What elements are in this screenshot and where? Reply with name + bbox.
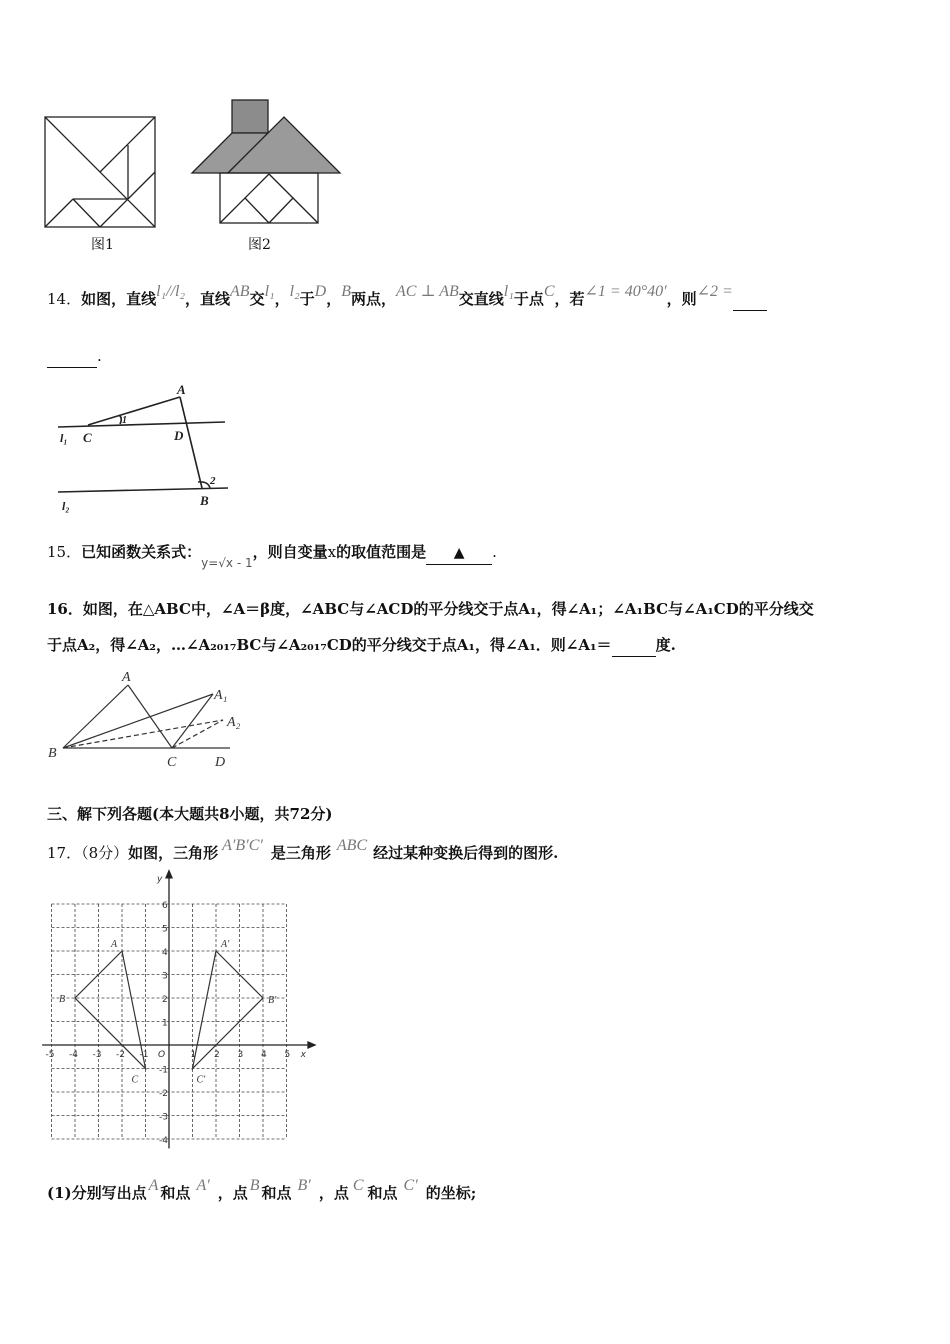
q17-sub1-math-c-prime: C′ xyxy=(403,1177,418,1194)
x-tick-label: -5 xyxy=(45,1050,55,1060)
q14-text: 于 xyxy=(299,290,315,308)
q17-math-abc: ABC xyxy=(336,837,368,854)
x-axis-arrow-icon xyxy=(308,1042,315,1048)
q14-text: ， xyxy=(326,290,342,308)
q17-text: 是三角形 xyxy=(270,844,331,862)
q14-math-perp: AC ⊥ AB xyxy=(396,283,459,300)
y-tick-label: 6 xyxy=(162,901,168,911)
q16-label-c: C xyxy=(167,755,177,770)
q15-var-x: x xyxy=(327,543,337,561)
q15-text: 已知函数关系式： xyxy=(81,543,202,561)
question-14 xyxy=(47,283,767,311)
y-tick-label: -4 xyxy=(159,1136,168,1146)
q14-label-a: A xyxy=(177,382,186,397)
q14-label-l2: l₂ xyxy=(62,499,70,513)
question-17 xyxy=(47,837,559,865)
q14-math-b: B xyxy=(341,283,352,300)
x-tick-label: 1 xyxy=(190,1050,197,1060)
section-3-title: 三、解下列各题(本大题共8小题，共72分) xyxy=(47,805,333,823)
q16-unit: 度. xyxy=(655,636,676,654)
q15-formula: y=√x - 1 xyxy=(201,556,253,570)
q16-figure xyxy=(45,668,260,770)
q17-sub1-text: (1)分别写出点 xyxy=(47,1184,147,1202)
fig1-caption: 图1 xyxy=(91,237,114,253)
y-axis-label: y xyxy=(157,874,163,885)
y-tick-label: 4 xyxy=(162,948,168,958)
q14-math-l1b: l₁ xyxy=(503,283,514,300)
x-axis-label: x xyxy=(300,1050,306,1060)
x-tick-label: -3 xyxy=(92,1050,102,1060)
q14-label-l1: l₁ xyxy=(60,431,68,445)
q17-coordinate-grid xyxy=(40,874,320,1155)
q16-line2 xyxy=(47,634,676,657)
question-15 xyxy=(47,541,497,570)
q17-sub1-text: 的坐标; xyxy=(425,1184,477,1202)
q14-text: 交 xyxy=(249,290,265,308)
q14-answer-blank-cont xyxy=(47,345,97,368)
q14-blank-line2 xyxy=(47,345,102,368)
x-tick-label: 5 xyxy=(284,1050,291,1060)
q17-number: 17． xyxy=(47,844,82,862)
q17-math-abc-prime: A′B′C′ xyxy=(222,837,263,854)
q14-figure xyxy=(50,380,240,515)
q17-sub1-math-b: B xyxy=(249,1177,260,1194)
q15-answer-blank xyxy=(426,541,492,565)
q14-math-angle2: ∠2 = xyxy=(696,283,733,300)
fig2-caption: 图2 xyxy=(248,237,271,253)
y-tick-label: 1 xyxy=(162,1018,168,1029)
y-axis-arrow-icon xyxy=(166,871,172,878)
q17-sub1-math-a-prime: A′ xyxy=(196,1177,210,1194)
q15-text: 的取值范围是 xyxy=(336,543,427,561)
y-tick-label: 5 xyxy=(162,924,168,935)
q17-sub1-text: ，点 xyxy=(318,1184,349,1202)
q17-text: 如图，三角形 xyxy=(128,844,219,862)
q17-sub1-math-a: A xyxy=(148,1177,159,1194)
point-label-a: A xyxy=(111,939,118,950)
tangram-figures xyxy=(40,95,350,265)
q14-label-b: B xyxy=(200,493,209,508)
y-tick-label: 2 xyxy=(162,995,168,1005)
q14-math-c: C xyxy=(543,283,555,300)
q14-text: ，直线 xyxy=(185,290,231,308)
q14-text: 两点， xyxy=(351,290,397,308)
y-tick-label: -1 xyxy=(159,1065,168,1076)
point-label-a2: A′ xyxy=(221,939,230,950)
q16-label-a: A xyxy=(122,670,131,685)
q14-math-l2: l₂ xyxy=(289,283,300,300)
origin-label: O xyxy=(158,1050,166,1060)
tangram-square-figure xyxy=(45,117,155,227)
q16-line2-text: 于点A₂，得∠A₂，…∠A₂₀₁₇BC与∠A₂₀₁₇CD的平分线交于点A₁，得∠A₁．则∠A₁＝ xyxy=(47,636,612,654)
q14-math-parallel: l₁//l₂ xyxy=(156,283,186,300)
point-label-c: C xyxy=(131,1074,139,1086)
q14-label-c: C xyxy=(83,430,92,445)
q17-sub1-math-b-prime: B′ xyxy=(297,1177,311,1194)
q14-math-l1: l₁ xyxy=(264,283,275,300)
q17-sub1-text: 和点 xyxy=(160,1184,191,1202)
x-tick-label: 2 xyxy=(214,1050,220,1060)
q14-text: ，则 xyxy=(666,290,697,308)
q16-answer-blank xyxy=(612,634,656,657)
q16-label-a1: A₁ xyxy=(214,688,228,703)
q14-label-2: 2 xyxy=(210,475,216,487)
q17-score: （8分） xyxy=(81,844,129,862)
q17-sub1 xyxy=(47,1177,477,1205)
q15-text: ，则自变量 xyxy=(252,543,328,561)
q14-text: ， xyxy=(274,290,290,308)
point-label-b: B xyxy=(59,994,66,1005)
point-label-c2: C′ xyxy=(196,1074,206,1086)
tangram-house-figure xyxy=(192,100,340,223)
q16-line1: 16．如图，在△ABC中，∠A＝β度，∠ABC与∠ACD的平分线交于点A₁，得∠A₁；∠A₁BC与∠A₁CD的平分线交 xyxy=(47,600,814,618)
point-label-b2: B′ xyxy=(268,995,277,1006)
q14-text: 如图，直线 xyxy=(81,290,157,308)
q14-math-ab: AB xyxy=(230,283,250,300)
q16-label-d: D xyxy=(215,755,226,770)
q15-triangle-icon: ▲ xyxy=(453,545,465,561)
q14-math-d: D xyxy=(314,283,327,300)
q16-label-b: B xyxy=(48,746,57,761)
x-tick-label: -4 xyxy=(69,1050,78,1060)
q14-number: 14． xyxy=(47,290,82,308)
q14-text: 于点 xyxy=(513,290,544,308)
q14-math-angle1: ∠1 = 40°40′ xyxy=(584,283,667,300)
q14-text: ，若 xyxy=(554,290,585,308)
y-tick-label: -2 xyxy=(159,1089,168,1099)
q15-end: . xyxy=(492,543,497,561)
q17-sub1-math-c: C xyxy=(352,1177,364,1194)
q17-sub1-text: ，点 xyxy=(217,1184,248,1202)
y-tick-label: 3 xyxy=(162,971,168,982)
q14-label-d: D xyxy=(174,428,184,443)
x-tick-label: 4 xyxy=(261,1050,267,1060)
q15-number: 15． xyxy=(47,543,82,561)
triangle-abc xyxy=(75,951,146,1069)
triangle-abc-prime xyxy=(190,951,264,1069)
q17-sub1-text: 和点 xyxy=(261,1184,292,1202)
x-tick-label: -1 xyxy=(139,1050,149,1060)
q16-label-a2: A₂ xyxy=(227,715,241,730)
q14-answer-blank xyxy=(733,288,767,311)
y-tick-label: -3 xyxy=(159,1112,168,1123)
x-tick-label: 3 xyxy=(237,1050,244,1060)
q14-text: 交直线 xyxy=(458,290,504,308)
q14-end: . xyxy=(97,347,102,365)
q17-sub1-text: 和点 xyxy=(367,1184,398,1202)
x-tick-label: -2 xyxy=(116,1050,125,1060)
q14-label-1: 1 xyxy=(122,415,127,426)
q17-text: 经过某种变换后得到的图形. xyxy=(373,844,559,862)
